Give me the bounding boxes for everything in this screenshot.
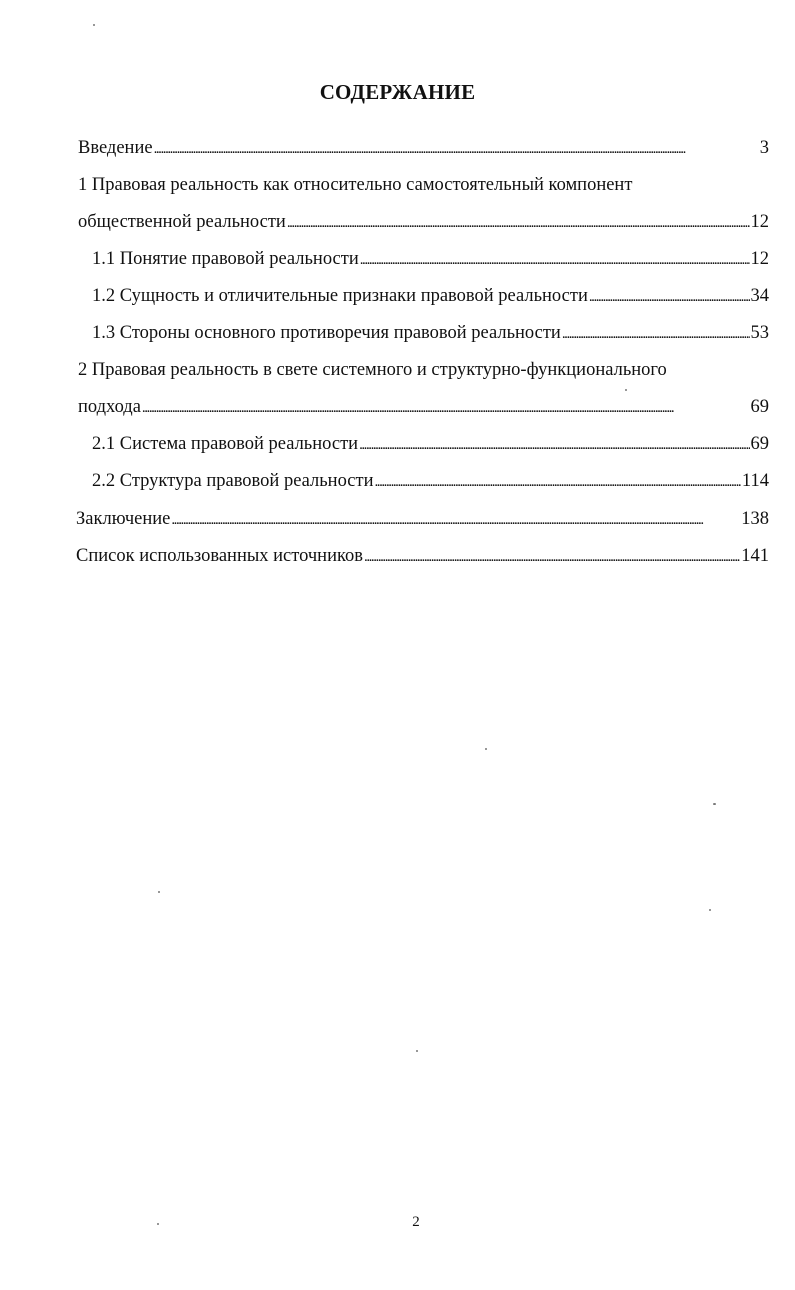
toc-entry-text: 2.2 Структура правовой реальности: [92, 471, 374, 491]
toc-leader-dots: [589, 284, 750, 310]
toc-entry-chapter2[interactable]: [78, 394, 769, 420]
toc-leader-dots: [562, 321, 750, 347]
toc-entry-section-1-3[interactable]: [92, 320, 769, 346]
toc-entry-references[interactable]: [76, 543, 769, 569]
toc-entry-text: общественной реальности: [78, 212, 286, 232]
toc-entry-section-1-2[interactable]: [92, 283, 769, 309]
page-title: СОДЕРЖАНИЕ: [319, 80, 476, 104]
toc-entry-page: 3: [759, 138, 769, 158]
toc-entry-page: 34: [750, 286, 769, 306]
toc-entry-text: Введение: [78, 138, 153, 158]
toc-entry-page: 12: [750, 249, 769, 269]
toc-entry-conclusion[interactable]: [76, 506, 769, 532]
toc-entry-section-1-1[interactable]: [92, 246, 769, 272]
toc-entry-text: 2.1 Система правовой реальности: [92, 434, 359, 454]
toc-leader-dots: [154, 136, 759, 162]
toc-entry-text: 1.2 Сущность и отличительные признаки правовой реальности: [92, 286, 588, 306]
toc-entry-page: 114: [741, 471, 769, 491]
toc-entry-page: 69: [750, 397, 769, 417]
toc-entry-text: подхода: [78, 397, 141, 417]
toc-entry-text: 1.1 Понятие правовой реальности: [92, 249, 359, 269]
toc-leader-dots: [374, 469, 740, 495]
toc-entry-text: Заключение: [76, 509, 171, 529]
toc-leader-dots: [142, 395, 750, 421]
toc-chapter2-heading[interactable]: 2 Правовая реальность в свете системного и структурно-функционального: [78, 360, 667, 380]
scan-speck: [93, 24, 95, 26]
toc-leader-dots: [287, 210, 750, 236]
toc-leader-dots: [364, 544, 740, 570]
toc-entry-page: 69: [750, 434, 769, 454]
toc-entry-text: 1.3 Стороны основного противоречия правовой реальности: [92, 323, 561, 343]
scan-speck: [625, 389, 627, 391]
toc-entry-section-2-1[interactable]: [92, 431, 769, 457]
toc-leader-dots: [171, 507, 740, 533]
table-of-contents: [0, 0, 795, 600]
toc-chapter1-heading[interactable]: 1 Правовая реальность как относительно самостоятельный компонент: [78, 175, 633, 195]
toc-entry-page: 12: [750, 212, 769, 232]
scan-speck: [416, 1050, 418, 1052]
toc-entry-chapter1[interactable]: [78, 209, 769, 235]
toc-entry-text: Список использованных источников: [76, 546, 364, 566]
page-number: 2: [412, 1214, 420, 1230]
scan-speck: [713, 803, 716, 805]
toc-entry-page: 141: [741, 546, 769, 566]
toc-entry-page: 53: [750, 323, 769, 343]
toc-entry-page: 138: [741, 509, 769, 529]
toc-entry-introduction[interactable]: [78, 135, 769, 161]
toc-leader-dots: [360, 247, 750, 273]
toc-entry-section-2-2[interactable]: [92, 468, 769, 494]
scan-speck: [485, 748, 487, 750]
scan-speck: [709, 909, 711, 911]
toc-leader-dots: [359, 432, 749, 458]
scan-speck: [158, 891, 160, 893]
